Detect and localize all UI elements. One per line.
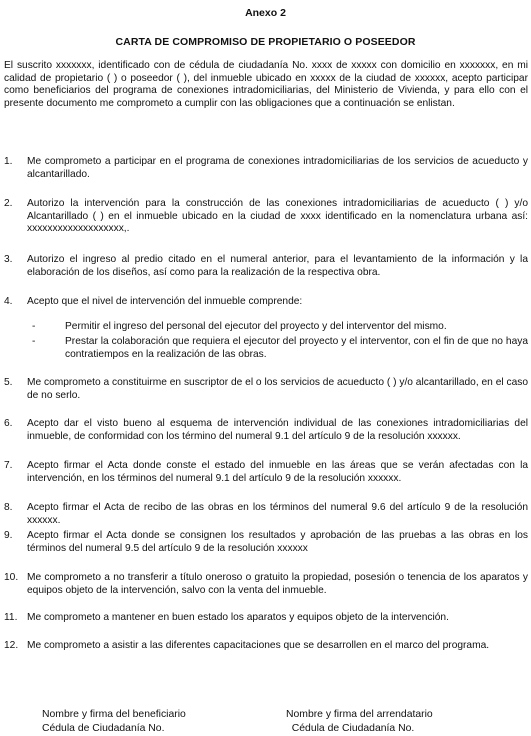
item-text: Acepto dar el visto bueno al esquema de intervención individual de las conexiones intradomiciliarias del inmueble, de conformidad con los término del numeral 9.1 del artículo 9 de la resolución xxxxxx.	[27, 418, 528, 442]
item-text: Acepto firmar el Acta de recibo de las obras en los términos del numeral 9.6 del artículo 9 de la resolución xxxxxx.	[27, 502, 528, 526]
item-text: Me comprometo a mantener en buen estado los aparatos y equipos objeto de la intervención.	[27, 612, 449, 623]
item-text: Acepto que el nivel de intervención del inmueble comprende:	[27, 296, 303, 307]
list-item	[4, 296, 528, 309]
list-item	[4, 530, 528, 555]
list-item	[4, 254, 528, 279]
sub-item-text: Permitir el ingreso del personal del ejecutor del proyecto y del interventor del mismo.	[65, 321, 447, 332]
item-number: 10.	[4, 572, 19, 583]
item-text: Autorizo el ingreso al predio citado en el numeral anterior, para el levantamiento de la información y la elaboración de los diseños, así como para la realización de la respectiva obra.	[27, 254, 528, 278]
list-item	[4, 156, 528, 181]
list-item	[4, 502, 528, 527]
list-item	[4, 460, 528, 485]
signature-id-label: Cédula de Ciudadanía No.	[286, 723, 415, 734]
item-number: 5.	[4, 377, 13, 388]
item-number: 12.	[4, 640, 19, 651]
list-item	[4, 572, 528, 597]
item-number: 1.	[4, 156, 13, 167]
item-number: 2.	[4, 198, 13, 209]
item-text: Me comprometo a participar en el programa de conexiones intradomiciliarias de los servicios de acueducto y alcantarillado.	[27, 156, 528, 180]
sub-list-item	[4, 336, 528, 361]
item-text: Autorizo la intervención para la construcción de las conexiones intradomiciliarias de acueducto ( ) y/o Alcantarillado ( ) en el inmueble ubicado en la ciudad de xxxx identificado en la nomenclatura urbana así: xxxxxxxxxxxxxxxxxxx,.	[27, 198, 528, 234]
item-number: 4.	[4, 296, 13, 307]
signature-beneficiary	[42, 708, 186, 736]
list-item	[4, 377, 528, 402]
item-number: 9.	[4, 530, 13, 541]
list-item	[4, 418, 528, 443]
list-item	[4, 198, 528, 236]
item-text: Acepto firmar el Acta donde se consignen los resultados y aprobación de las pruebas a las obras en los términos del numeral 9.5 del artículo 9 de la resolución xxxxxx	[27, 530, 528, 554]
list-item	[4, 612, 528, 625]
sub-list-item	[4, 321, 528, 334]
item-number: 11.	[4, 612, 18, 623]
item-text: Me comprometo a no transferir a título oneroso o gratuito la propiedad, posesión o tenencia de los aparatos y equipos objeto de la intervención, salvo con la venta del inmueble.	[27, 572, 528, 596]
sub-item-text: Prestar la colaboración que requiera el ejecutor del proyecto y el interventor, con el fin de que no haya contratiempos en la realización de las obras.	[65, 336, 528, 360]
dash-bullet: -	[32, 336, 36, 347]
intro-paragraph: El suscrito xxxxxxx, identificado con de cédula de ciudadanía No. xxxx de xxxxx con domicilio en xxxxxxx, en mi calidad de propietario ( ) o poseedor ( ), del inmueble ubicado en xxxxx de la ciudad de xxxxxx, acepto participar como beneficiarios del programa de conexiones intradomiciliarias, del Ministerio de Vivienda, y para ello con el presente documento me comprometo a cumplir con las obligaciones que a continuación se enlistan.	[4, 60, 528, 109]
item-number: 3.	[4, 254, 13, 265]
item-text: Acepto firmar el Acta donde conste el estado del inmueble en las áreas que se verán afectadas con la intervención, en los términos del numeral 9.1 del artículo 9 de la resolución xxxxxx.	[27, 460, 528, 484]
signature-name-label: Nombre y firma del arrendatario	[286, 709, 433, 720]
item-number: 8.	[4, 502, 13, 513]
annex-label: Anexo 2	[245, 7, 286, 19]
signature-id-label: Cédula de Ciudadanía No.	[42, 723, 165, 734]
dash-bullet: -	[32, 321, 36, 332]
item-text: Me comprometo a asistir a las diferentes capacitaciones que se desarrollen en el marco del programa.	[27, 640, 490, 651]
item-text: Me comprometo a constituirme en suscriptor de el o los servicios de acueducto ( ) y/o alcantarillado, en el caso de no serlo.	[27, 377, 528, 401]
list-item	[4, 640, 528, 653]
signature-name-label: Nombre y firma del beneficiario	[42, 709, 186, 720]
signature-tenant	[286, 708, 433, 736]
item-number: 6.	[4, 418, 13, 429]
item-number: 7.	[4, 460, 13, 471]
document-title: CARTA DE COMPROMISO DE PROPIETARIO O POSEEDOR	[115, 36, 416, 48]
